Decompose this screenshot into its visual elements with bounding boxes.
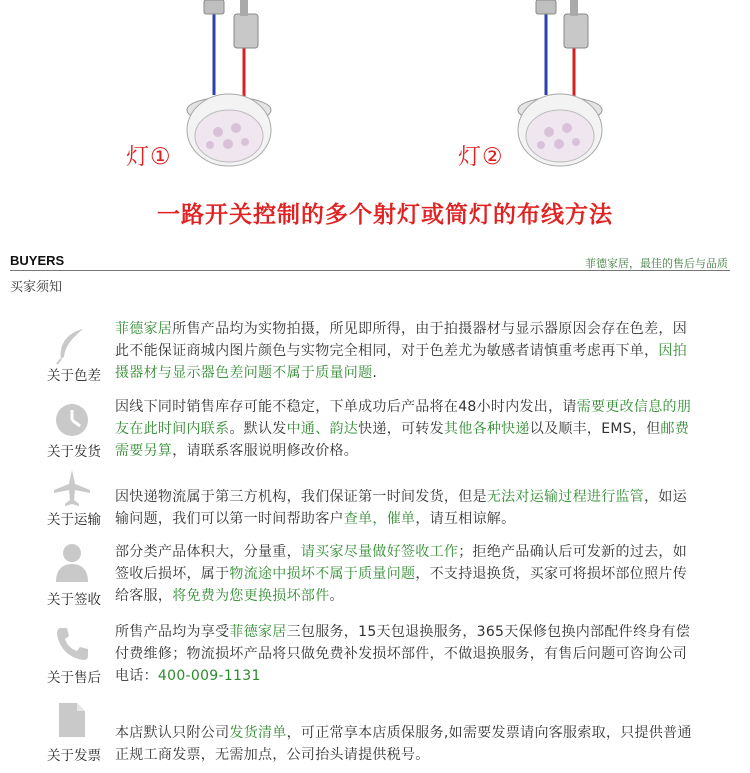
feather-icon: [52, 324, 92, 368]
body-text: ，请联系客服说明修改价格。: [172, 443, 359, 459]
highlight-text: 邮费需要另算: [115, 421, 690, 459]
body-text: 。默认发: [229, 421, 287, 437]
row-title: 关于运输: [47, 512, 101, 528]
row-title: 关于发货: [47, 444, 101, 460]
row-text: [115, 722, 695, 766]
row-title: 关于发票: [47, 748, 101, 764]
highlight-text: 菲德家居: [115, 321, 173, 337]
document-icon: [52, 698, 92, 742]
row-text: [115, 318, 695, 384]
section-subtitle: 买家须知: [10, 280, 63, 295]
row-text: [115, 486, 695, 530]
body-text: ，如运输问题，我们可以第一时间帮助客户: [115, 489, 688, 527]
body-text: 因快递物流属于第三方机构，我们保证第一时间发货，但是: [115, 489, 487, 505]
row-text: [115, 621, 695, 687]
row-title: 关于色差: [47, 368, 101, 384]
row-text: [115, 541, 695, 607]
body-text: ，请互相谅解。: [415, 511, 516, 527]
highlight-text: 其他各种快递: [443, 421, 530, 437]
highlight-text: 物流途中损坏不属于质量问题: [229, 566, 416, 582]
highlight-text: 因拍摄器材与显示器色差问题不属于质量问题: [115, 343, 688, 381]
highlight-text: 发货清单: [229, 725, 287, 741]
body-text: ，不支持退换货，买家可将损坏部位照片传给客服，: [115, 566, 688, 604]
highlight-text: 查单，催单: [343, 511, 416, 527]
body-text: 因线下同时销售库存可能不稳定，下单成功后产品将在48小时内发出，请: [115, 399, 577, 415]
lamp-1-label: 灯①: [126, 144, 172, 170]
airplane-icon: [52, 466, 92, 510]
body-text: ，可正常享本店质保服务,如需要发票请向客服索取，只提供普通正规工商发票，无需加点，公司抬头请提供税号。: [115, 725, 692, 763]
body-text: ；拒绝产品确认后可发新的过去，如签收后损坏，属于: [115, 544, 688, 582]
wiring-illustration: [0, 0, 750, 245]
wiring-headline: 一路开关控制的多个射灯或筒灯的布线方法: [157, 202, 613, 228]
highlight-text: 400-009-1131: [157, 668, 261, 684]
highlight-text: 将免费为您更换损坏部件: [172, 588, 330, 604]
highlight-text: 中通、韵达: [286, 421, 359, 437]
lamp-2-label: 灯②: [458, 144, 504, 170]
body-text: 部分类产品体积大，分量重，: [115, 544, 301, 560]
clock-icon: [52, 398, 92, 442]
highlight-text: 无法对运输过程进行监管: [486, 489, 645, 505]
body-text: 所售产品均为实物拍摄，所见即所得，由于拍摄器材与显示器原因会存在色差，因此不能保证商城内图片颜色与实物完全相同，对于色差尤为敏感者请慎重考虑再下单，: [115, 321, 688, 359]
highlight-text: 请买家尽量做好签收工作: [300, 544, 459, 560]
store-slogan: 菲德家居，最佳的售后与品质: [585, 257, 728, 270]
body-text: 本店默认只附公司: [115, 725, 230, 741]
buyers-heading: BUYERS: [10, 253, 65, 268]
body-text: 三包服务，15天包退换服务，365天保修包换内部配件终身有偿付费维修；物流损坏产品将只做免费补发损坏部件，不做退换服务，有售后问题可咨询公司电话：: [115, 624, 691, 684]
row-title: 关于售后: [47, 670, 101, 686]
body-text: 快递，可转发: [358, 421, 444, 437]
user-icon: [52, 540, 92, 584]
body-text: .: [372, 365, 378, 381]
body-text: 。: [329, 588, 344, 604]
highlight-text: 需要更改信息的朋友在此时间内联系: [115, 399, 692, 437]
phone-icon: [52, 622, 92, 666]
row-title: 关于签收: [47, 592, 101, 608]
body-text: 以及顺丰，EMS，但: [529, 421, 661, 437]
body-text: 所售产品均为享受: [115, 624, 230, 640]
row-text: [115, 396, 695, 462]
highlight-text: 菲德家居: [229, 624, 287, 640]
header-divider: [10, 270, 730, 271]
